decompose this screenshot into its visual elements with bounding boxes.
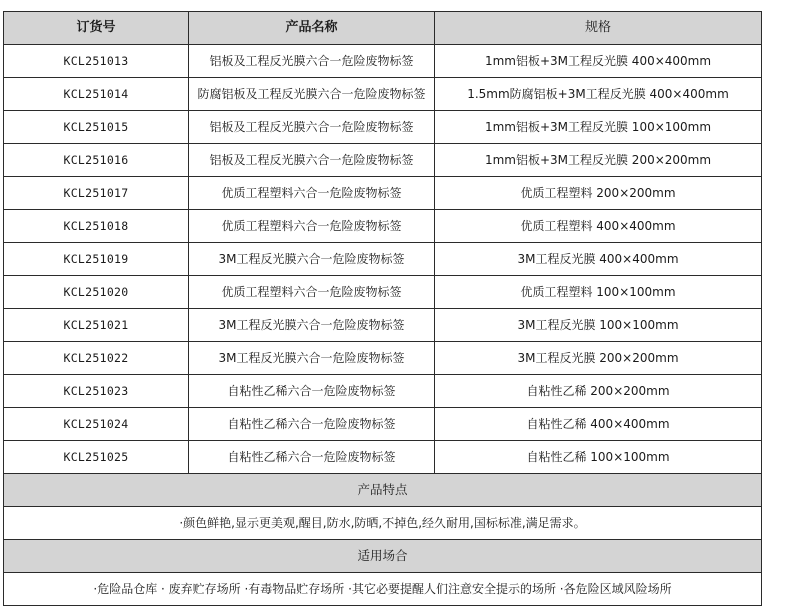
header-specification: 规格 (435, 12, 762, 45)
order-number-cell: KCL251022 (4, 342, 189, 375)
features-text: ·颜色鲜艳,显示更美观,醒目,防水,防晒,不掉色,经久耐用,国标标准,满足需求。 (4, 507, 762, 540)
table-header-row (4, 12, 762, 45)
order-number-cell: KCL251017 (4, 177, 189, 210)
order-number-cell: KCL251013 (4, 45, 189, 78)
uses-text-row (4, 573, 762, 606)
order-number-cell: KCL251020 (4, 276, 189, 309)
table-row (4, 111, 762, 144)
specification-cell: 自粘性乙稀 200×200mm (435, 375, 762, 408)
table-row (4, 309, 762, 342)
features-heading: 产品特点 (4, 474, 762, 507)
order-number-cell: KCL251015 (4, 111, 189, 144)
table-row (4, 177, 762, 210)
specification-cell: 自粘性乙稀 100×100mm (435, 441, 762, 474)
specification-cell: 1mm铝板+3M工程反光膜 100×100mm (435, 111, 762, 144)
product-name-cell: 铝板及工程反光膜六合一危险废物标签 (189, 45, 435, 78)
table-row (4, 342, 762, 375)
order-number-cell: KCL251016 (4, 144, 189, 177)
specification-cell: 1mm铝板+3M工程反光膜 200×200mm (435, 144, 762, 177)
product-name-cell: 3M工程反光膜六合一危险废物标签 (189, 342, 435, 375)
table-row (4, 375, 762, 408)
uses-heading-row (4, 540, 762, 573)
table-row (4, 144, 762, 177)
product-name-cell: 自粘性乙稀六合一危险废物标签 (189, 441, 435, 474)
header-product-name: 产品名称 (189, 12, 435, 45)
product-name-cell: 铝板及工程反光膜六合一危险废物标签 (189, 111, 435, 144)
product-name-cell: 优质工程塑料六合一危险废物标签 (189, 210, 435, 243)
order-number-cell: KCL251014 (4, 78, 189, 111)
order-number-cell: KCL251018 (4, 210, 189, 243)
order-number-cell: KCL251023 (4, 375, 189, 408)
table-row (4, 210, 762, 243)
product-spec-table (3, 11, 762, 606)
product-name-cell: 铝板及工程反光膜六合一危险废物标签 (189, 144, 435, 177)
specification-cell: 1mm铝板+3M工程反光膜 400×400mm (435, 45, 762, 78)
table-row (4, 408, 762, 441)
table-row (4, 45, 762, 78)
features-text-row (4, 507, 762, 540)
specification-cell: 自粘性乙稀 400×400mm (435, 408, 762, 441)
specification-cell: 3M工程反光膜 100×100mm (435, 309, 762, 342)
table-row (4, 243, 762, 276)
product-name-cell: 自粘性乙稀六合一危险废物标签 (189, 375, 435, 408)
specification-cell: 优质工程塑料 100×100mm (435, 276, 762, 309)
product-name-cell: 优质工程塑料六合一危险废物标签 (189, 276, 435, 309)
product-name-cell: 防腐铝板及工程反光膜六合一危险废物标签 (189, 78, 435, 111)
features-heading-row (4, 474, 762, 507)
order-number-cell: KCL251021 (4, 309, 189, 342)
table-row (4, 441, 762, 474)
specification-cell: 3M工程反光膜 400×400mm (435, 243, 762, 276)
product-name-cell: 优质工程塑料六合一危险废物标签 (189, 177, 435, 210)
product-name-cell: 自粘性乙稀六合一危险废物标签 (189, 408, 435, 441)
product-name-cell: 3M工程反光膜六合一危险废物标签 (189, 243, 435, 276)
specification-cell: 优质工程塑料 200×200mm (435, 177, 762, 210)
header-order-number: 订货号 (4, 12, 189, 45)
uses-text: ·危险品仓库 · 废弃贮存场所 ·有毒物品贮存场所 ·其它必要提醒人们注意安全提示的场所 ·各危险区域风险场所 (4, 573, 762, 606)
order-number-cell: KCL251019 (4, 243, 189, 276)
table-row (4, 78, 762, 111)
specification-cell: 1.5mm防腐铝板+3M工程反光膜 400×400mm (435, 78, 762, 111)
order-number-cell: KCL251024 (4, 408, 189, 441)
order-number-cell: KCL251025 (4, 441, 189, 474)
table-row (4, 276, 762, 309)
specification-cell: 3M工程反光膜 200×200mm (435, 342, 762, 375)
product-name-cell: 3M工程反光膜六合一危险废物标签 (189, 309, 435, 342)
specification-cell: 优质工程塑料 400×400mm (435, 210, 762, 243)
uses-heading: 适用场合 (4, 540, 762, 573)
